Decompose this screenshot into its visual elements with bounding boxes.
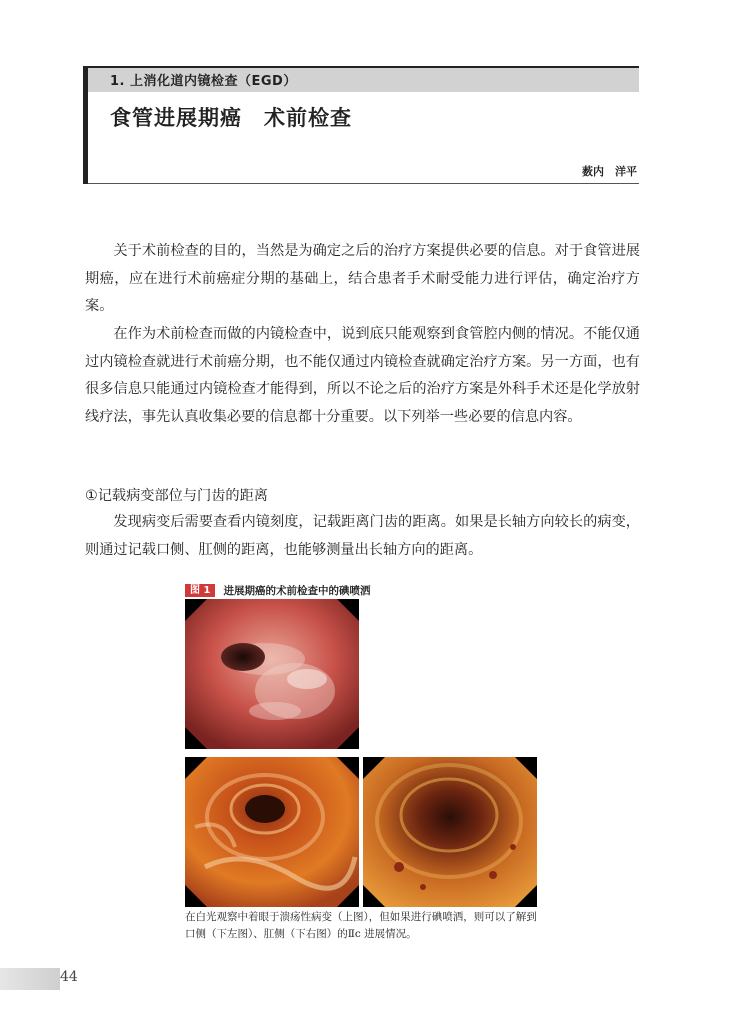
figure-caption: 在白光观察中着眼于溃疡性病变（上图），但如果进行碘喷洒，则可以了解到口侧（下左图）、肛侧（下右图）的Ⅱc 进展情况。 <box>185 911 537 940</box>
figure-title: 进展期癌的术前检查中的碘喷洒 <box>223 584 371 597</box>
figure-badge: 图 1 <box>185 584 215 597</box>
paragraph-2: 在作为术前检查而做的内镜检查中，说到底只能观察到食管腔内侧的情况。不能仅通过内镜检查就进行术前癌分期，也不能仅通过内镜检查就确定治疗方案。另一方面，也有很多信息只能通过内镜检查才能得到，所以不论之后的治疗方案是外科手术还是化学放射线疗法，事先认真收集必要的信息都十分重要。以下列举一些必要的信息内容。 <box>85 326 640 425</box>
endoscopy-image-iodine-oral <box>185 757 359 907</box>
author: 薮内 洋平 <box>582 165 637 178</box>
paragraph-1: 关于术前检查的目的，当然是为确定之后的治疗方案提供必要的信息。对于食管进展期癌，应在进行术前癌症分期的基础上，结合患者手术耐受能力进行评估，确定治疗方案。 <box>85 243 640 314</box>
page-title: 食管进展期癌 术前检查 <box>110 106 352 130</box>
figure-label <box>185 583 370 597</box>
page-number: 44 <box>60 969 78 985</box>
divider <box>88 183 639 184</box>
chapter-header <box>83 66 639 184</box>
section-title: 1. 上消化道内镜检查（EGD） <box>110 74 297 89</box>
page-number-bar <box>0 968 60 990</box>
paragraph-3: 发现病变后需要查看内镜刻度，记载距离门齿的距离。如果是长轴方向较长的病变，则通过记载口侧、肛侧的距离，也能够测量出长轴方向的距离。 <box>85 514 640 558</box>
endoscopy-image-iodine-anal <box>363 757 537 907</box>
endoscopy-image-white-light <box>185 599 359 749</box>
subheading: ①记载病变部位与门齿的距离 <box>85 488 268 504</box>
